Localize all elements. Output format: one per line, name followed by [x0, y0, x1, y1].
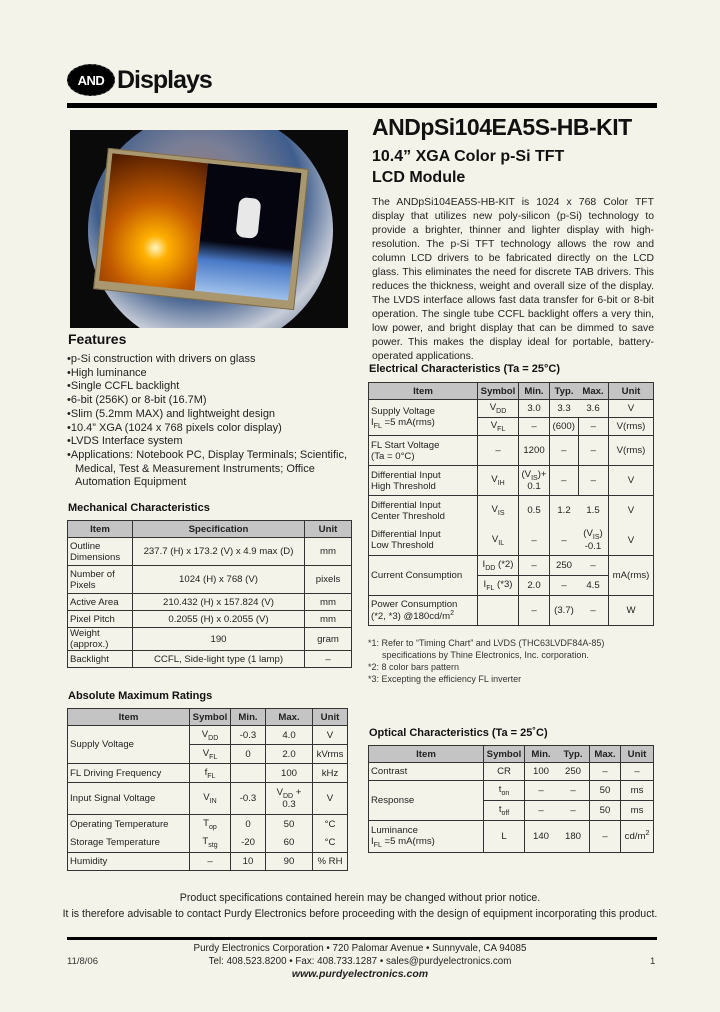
- absolute-max-heading: Absolute Maximum Ratings: [68, 690, 213, 702]
- table-row: [369, 821, 654, 853]
- product-subtitle: [372, 146, 612, 188]
- cell-max: 90: [266, 853, 313, 871]
- cell-item: Differential Input Low Threshold: [369, 526, 478, 556]
- cell-min: 1200: [519, 436, 550, 466]
- cell-min: –: [525, 801, 558, 821]
- col-header: Unit: [305, 521, 352, 538]
- cell-min: –: [519, 526, 550, 556]
- cell-item: Operating Temperature: [68, 815, 190, 834]
- cell-typ: (600): [550, 418, 579, 436]
- cell-typ: 1.2: [550, 496, 579, 526]
- table-row: [369, 526, 654, 556]
- cell-symbol: $V_{IH}$: [478, 466, 519, 496]
- cell-symbol: $t_{off}$: [484, 801, 525, 821]
- table-row: [369, 466, 654, 496]
- footer-divider: [67, 937, 657, 940]
- disclaimer-line-1: Product specifications contained herein may be changed without prior notice.: [179, 892, 541, 904]
- table-row: [369, 781, 654, 801]
- cell-item: Supply Voltage: [68, 726, 190, 764]
- table-row: [68, 651, 352, 668]
- cell-max: 50: [266, 815, 313, 834]
- cell-min: -0.3: [231, 726, 266, 745]
- sunset-screen-image: [99, 153, 208, 290]
- cell-symbol: $V_{DD}$: [478, 400, 519, 418]
- cell-item: Differential Input High Threshold: [369, 466, 478, 496]
- cell-max: –: [578, 556, 609, 576]
- feature-item: • p-Si construction with drivers on glass: [67, 353, 357, 367]
- cell-typ: –: [550, 466, 579, 496]
- table-row: [68, 834, 348, 853]
- cell-item: Weight (approx.): [68, 628, 133, 651]
- cell-spec: 237.7 (H) x 173.2 (V) x 4.9 max (D): [133, 538, 305, 566]
- mechanical-table: [67, 520, 352, 668]
- col-header: Unit: [313, 709, 348, 726]
- table-row: [68, 611, 352, 628]
- electrical-notes: [368, 637, 658, 685]
- document-date: 11/8/06: [67, 956, 98, 967]
- logo-wordmark: Displays: [117, 65, 212, 94]
- cell-typ: 180: [557, 821, 590, 853]
- cell-typ: (3.7): [550, 596, 579, 626]
- cell-symbol: $V_{FL}$: [190, 745, 231, 764]
- cell-min: 100: [525, 763, 558, 781]
- col-header: Max.: [590, 746, 621, 763]
- cell-typ: –: [550, 436, 579, 466]
- col-header: Symbol: [484, 746, 525, 763]
- cell-max: 100: [266, 764, 313, 783]
- cell-item: Current Consumption: [369, 556, 478, 596]
- cell-unit: $cd/m^2$: [621, 821, 654, 853]
- cell-symbol: $V_{FL}$: [478, 418, 519, 436]
- feature-item: • LVDS Interface system: [67, 435, 357, 449]
- cell-unit: gram: [305, 628, 352, 651]
- table-header-row: [369, 746, 654, 763]
- cell-min: 0: [231, 745, 266, 764]
- table-row: [369, 596, 654, 626]
- col-header: Typ.: [550, 383, 579, 400]
- astronaut-screen-image: [195, 163, 302, 300]
- cell-unit: –: [305, 651, 352, 668]
- product-title: ANDpSi104EA5S-HB-KIT: [372, 114, 632, 140]
- cell-max: 4.0: [266, 726, 313, 745]
- cell-min: –: [525, 781, 558, 801]
- table-row: [68, 815, 348, 834]
- features-list: [67, 353, 357, 490]
- lcd-module-graphic: [93, 148, 309, 310]
- col-header: Specification: [133, 521, 305, 538]
- cell-max: –: [590, 763, 621, 781]
- col-header: Typ.: [557, 746, 590, 763]
- cell-unit: V: [313, 783, 348, 815]
- cell-max: –: [578, 418, 609, 436]
- cell-symbol: CR: [484, 763, 525, 781]
- cell-max: $V_{DD}$ + 0.3: [266, 783, 313, 815]
- table-row: [369, 763, 654, 781]
- cell-symbol: $V_{IL}$: [478, 526, 519, 556]
- cell-item: Power Consumption (*2, *3) $@180cd/m^2$: [369, 596, 478, 626]
- cell-typ: 3.3: [550, 400, 579, 418]
- cell-typ: –: [550, 576, 579, 596]
- cell-min: 2.0: [519, 576, 550, 596]
- cell-symbol: $I_{DD}$ (*2): [478, 556, 519, 576]
- cell-symbol: $V_{IN}$: [190, 783, 231, 815]
- footnote: *3: Excepting the efficiency FL inverter: [368, 674, 522, 684]
- cell-item: Number of Pixels: [68, 566, 133, 594]
- cell-spec: 190: [133, 628, 305, 651]
- optical-table: [368, 745, 654, 853]
- col-header: Item: [68, 521, 133, 538]
- table-row: [68, 538, 352, 566]
- cell-spec: 0.2055 (H) x 0.2055 (V): [133, 611, 305, 628]
- table-row: [369, 556, 654, 576]
- cell-symbol: $I_{FL}$ (*3): [478, 576, 519, 596]
- col-header: Symbol: [190, 709, 231, 726]
- col-header: Min.: [231, 709, 266, 726]
- cell-item: Outline Dimensions: [68, 538, 133, 566]
- cell-max: –: [578, 466, 609, 496]
- cell-symbol: $T_{op}$: [190, 815, 231, 834]
- table-row: [369, 436, 654, 466]
- cell-unit: mm: [305, 611, 352, 628]
- col-header: Item: [369, 746, 484, 763]
- cell-symbol: L: [484, 821, 525, 853]
- cell-symbol: $t_{on}$: [484, 781, 525, 801]
- cell-min: [231, 764, 266, 783]
- table-row: [369, 400, 654, 418]
- cell-unit: V: [609, 466, 654, 496]
- cell-item: Luminance $I_{FL} =5$ mA(rms): [369, 821, 484, 853]
- col-header: Min.: [525, 746, 558, 763]
- feature-item: • 10.4” XGA (1024 x 768 pixels color display): [67, 422, 357, 436]
- absolute-max-table: [67, 708, 348, 871]
- cell-max: 3.6: [578, 400, 609, 418]
- cell-min: 140: [525, 821, 558, 853]
- cell-min: 0.5: [519, 496, 550, 526]
- cell-item: Backlight: [68, 651, 133, 668]
- website-link[interactable]: www.purdyelectronics.com: [291, 968, 429, 980]
- cell-symbol: $f_{FL}$: [190, 764, 231, 783]
- features-heading: Features: [68, 331, 127, 347]
- cell-max: $(V_{IS})$ -0.1: [578, 526, 609, 556]
- cell-unit: V(rms): [609, 418, 654, 436]
- feature-item: • Slim (5.2mm MAX) and lightweight design: [67, 408, 357, 422]
- cell-min: -20: [231, 834, 266, 853]
- feature-item: • Applications: Notebook PC, Display Terminals; Scientific, Medical, Test & Measurement Instruments; Office Automation Equipment: [67, 449, 357, 490]
- table-row: [68, 594, 352, 611]
- cell-unit: ms: [621, 801, 654, 821]
- table-row: [68, 764, 348, 783]
- cell-typ: 250: [550, 556, 579, 576]
- table-row: [369, 496, 654, 526]
- cell-unit: °C: [313, 834, 348, 853]
- feature-item: • Single CCFL backlight: [67, 380, 357, 394]
- cell-unit: kHz: [313, 764, 348, 783]
- cell-spec: 1024 (H) x 768 (V): [133, 566, 305, 594]
- cell-min: 10: [231, 853, 266, 871]
- cell-min: 0: [231, 815, 266, 834]
- cell-unit: kVrms: [313, 745, 348, 764]
- cell-min: $(V_{IS})+$ 0.1: [519, 466, 550, 496]
- col-header: Symbol: [478, 383, 519, 400]
- cell-item: Contrast: [369, 763, 484, 781]
- cell-item: FL Start Voltage (Ta = 0°C): [369, 436, 478, 466]
- cell-max: 2.0: [266, 745, 313, 764]
- col-header: Max.: [266, 709, 313, 726]
- subtitle-line-1: 10.4” XGA Color p-Si TFT: [372, 148, 565, 165]
- company-logo: [67, 64, 212, 96]
- disclaimer: [0, 890, 720, 922]
- cell-min: –: [519, 596, 550, 626]
- cell-unit: V: [609, 526, 654, 556]
- table-header-row: [369, 383, 654, 400]
- cell-unit: °C: [313, 815, 348, 834]
- table-row: [68, 783, 348, 815]
- cell-unit: pixels: [305, 566, 352, 594]
- col-header: Unit: [609, 383, 654, 400]
- cell-symbol: –: [478, 436, 519, 466]
- col-header: Min.: [519, 383, 550, 400]
- cell-symbol: $T_{stg}$: [190, 834, 231, 853]
- cell-max: –: [590, 821, 621, 853]
- cell-item: Input Signal Voltage: [68, 783, 190, 815]
- cell-item: Supply Voltage $I_{FL} =5$ mA(rms): [369, 400, 478, 436]
- cell-max: 50: [590, 801, 621, 821]
- footnote: *1: Refer to “Timing Chart” and LVDS (THC63LVDF84A-85) specifications by Thine Electronics, Inc. corporation.: [368, 638, 605, 660]
- cell-unit: mm: [305, 538, 352, 566]
- mechanical-heading: Mechanical Characteristics: [68, 502, 210, 514]
- col-header: Item: [68, 709, 190, 726]
- col-header: Unit: [621, 746, 654, 763]
- cell-item: Humidity: [68, 853, 190, 871]
- cell-unit: W: [609, 596, 654, 626]
- cell-min: 3.0: [519, 400, 550, 418]
- cell-unit: V: [313, 726, 348, 745]
- cell-min: –: [519, 418, 550, 436]
- company-address-block: [0, 943, 720, 981]
- header-divider: [67, 103, 657, 108]
- page-number: 1: [650, 956, 656, 967]
- cell-item: Response: [369, 781, 484, 821]
- cell-max: –: [578, 436, 609, 466]
- optical-heading: Optical Characteristics (Ta = 25˚C): [369, 727, 548, 739]
- cell-min: –: [519, 556, 550, 576]
- cell-unit: ms: [621, 781, 654, 801]
- cell-unit: V(rms): [609, 436, 654, 466]
- cell-item: Pixel Pitch: [68, 611, 133, 628]
- cell-symbol: $V_{IS}$: [478, 496, 519, 526]
- cell-unit: mA(rms): [609, 556, 654, 596]
- cell-unit: –: [621, 763, 654, 781]
- cell-typ: 250: [557, 763, 590, 781]
- cell-max: 60: [266, 834, 313, 853]
- astronaut-figure: [235, 197, 261, 239]
- cell-max: 1.5: [578, 496, 609, 526]
- feature-item: • High luminance: [67, 367, 357, 381]
- cell-min: -0.3: [231, 783, 266, 815]
- cell-typ: –: [550, 526, 579, 556]
- electrical-table: [368, 382, 654, 626]
- cell-max: 50: [590, 781, 621, 801]
- cell-item: Differential Input Center Threshold: [369, 496, 478, 526]
- table-row: [68, 628, 352, 651]
- cell-typ: –: [557, 801, 590, 821]
- cell-unit: mm: [305, 594, 352, 611]
- cell-symbol: $V_{DD}$: [190, 726, 231, 745]
- cell-spec: CCFL, Side-light type (1 lamp): [133, 651, 305, 668]
- cell-typ: –: [557, 781, 590, 801]
- and-logo-badge: AND: [67, 64, 115, 96]
- product-description: The ANDpSi104EA5S-HB-KIT is 1024 x 768 Color TFT display that utilizes new poly-silicon (p-Si) technology to provide a brighter, thinner and lighter display with high-resolution. The p-Si TFT technology allows the row and column LCD drivers to be fabricated directly on the LCD glass. This eliminates the need for discrete TAB drivers. This reduces the thickness, weight and overall size of the display. The LVDS interface allows fast data transfer for 6-bit or 8-bit operation. The single tube CCFL backlight offers a very thin, low power, and bright display that can be dimmed to save power. This makes the display ideal for portable, battery-operated applications.: [372, 197, 654, 362]
- electrical-heading: Electrical Characteristics (Ta = 25°C): [369, 363, 560, 375]
- contact-line: Tel: 408.523.8200 • Fax: 408.733.1287 • sales@purdyelectronics.com: [208, 955, 512, 967]
- table-row: [68, 726, 348, 745]
- feature-item: • 6-bit (256K) or 8-bit (16.7M): [67, 394, 357, 408]
- col-header: Max.: [578, 383, 609, 400]
- address-line: Purdy Electronics Corporation • 720 Palomar Avenue • Sunnyvale, CA 94085: [193, 943, 527, 954]
- table-header-row: [68, 521, 352, 538]
- col-header: Item: [369, 383, 478, 400]
- cell-unit: V: [609, 496, 654, 526]
- cell-item: Active Area: [68, 594, 133, 611]
- cell-symbol: [478, 596, 519, 626]
- cell-max: –: [578, 596, 609, 626]
- cell-spec: 210.432 (H) x 157.824 (V): [133, 594, 305, 611]
- table-row: [68, 853, 348, 871]
- cell-unit: V: [609, 400, 654, 418]
- product-hero-image: [70, 130, 348, 328]
- disclaimer-line-2: It is therefore advisable to contact Purdy Electronics before proceeding with the design of equipment incorporating this product.: [62, 908, 658, 920]
- footnote: *2: 8 color bars pattern: [368, 662, 460, 672]
- table-row: [68, 566, 352, 594]
- cell-max: 4.5: [578, 576, 609, 596]
- subtitle-line-2: LCD Module: [372, 169, 466, 186]
- cell-item: FL Driving Frequency: [68, 764, 190, 783]
- table-header-row: [68, 709, 348, 726]
- cell-symbol: –: [190, 853, 231, 871]
- cell-item: Storage Temperature: [68, 834, 190, 853]
- cell-unit: % RH: [313, 853, 348, 871]
